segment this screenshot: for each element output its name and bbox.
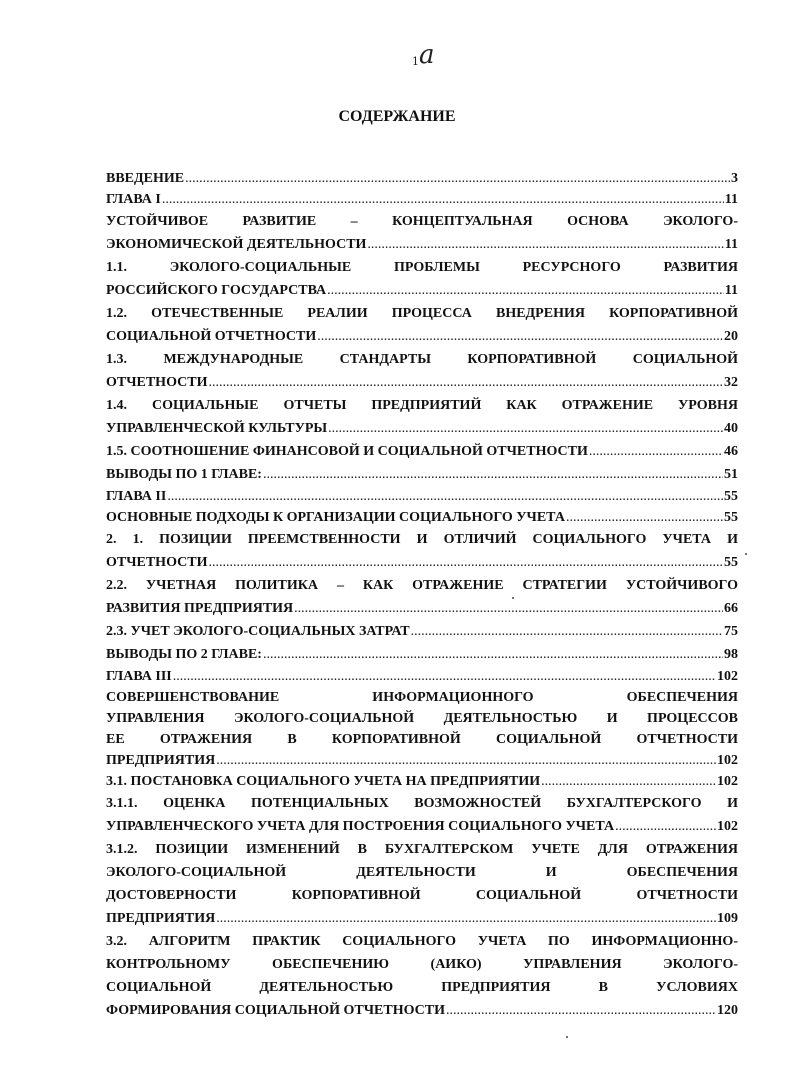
toc-page-number: 109 [717,911,738,926]
toc-entry[interactable] [106,666,738,687]
toc-entry-text: ПРЕДПРИЯТИЯ [106,911,216,926]
dot-leader [294,597,723,620]
scan-speck [512,597,514,599]
toc-entry-text: 2.3. УЧЕТ ЭКОЛОГО-СОЦИАЛЬНЫХ ЗАТРАТ [106,624,410,639]
toc-page-number: 102 [717,774,738,789]
toc-entry-text: 1.2. ОТЕЧЕСТВЕННЫЕ РЕАЛИИ ПРОЦЕССА ВНЕДРЕНИЯ КОРПОРАТИВНОЙ [106,306,738,321]
toc-entry[interactable] [106,486,738,507]
toc-page-number: 55 [724,489,738,504]
toc-entry-text: ВЫВОДЫ ПО 2 ГЛАВЕ: [106,647,262,662]
dot-leader [263,643,723,666]
dot-leader [216,907,716,930]
toc-entry-text: 2. 1. ПОЗИЦИИ ПРЕЕМСТВЕННОСТИ И ОТЛИЧИЙ СОЦИАЛЬНОГО УЧЕТА И [106,532,738,547]
toc-page-number: 55 [724,555,738,570]
dot-leader [541,771,716,792]
toc-entry[interactable] [106,348,738,394]
dot-leader [263,463,723,486]
toc-entry-text: СОЦИАЛЬНОЙ ДЕЯТЕЛЬНОСТЬЮ ПРЕДПРИЯТИЯ В УСЛОВИЯХ [106,980,738,995]
dot-leader [208,551,723,574]
toc-page-number: 66 [724,601,738,616]
table-of-contents [106,168,738,1022]
dot-leader [216,750,716,771]
toc-entry-text: КОНТРОЛЬНОМУ ОБЕСПЕЧЕНИЮ (АИКО) УПРАВЛЕНИЯ ЭКОЛОГО- [106,957,738,972]
toc-page-number: 98 [724,647,738,662]
toc-entry-text: УПРАВЛЕНЧЕСКОЙ КУЛЬТУРЫ [106,421,328,436]
toc-page-number: 20 [724,329,738,344]
toc-entry-text: ОТЧЕТНОСТИ [106,375,208,390]
toc-page-number: 75 [724,624,738,639]
toc-entry[interactable] [106,394,738,440]
toc-entry-text: ЕЕ ОТРАЖЕНИЯ В КОРПОРАТИВНОЙ СОЦИАЛЬНОЙ ОТЧЕТНОСТИ [106,732,738,747]
toc-entry[interactable] [106,838,738,930]
toc-entry-text: 1.3. МЕЖДУНАРОДНЫЕ СТАНДАРТЫ КОРПОРАТИВНОЙ СОЦИАЛЬНОЙ [106,352,738,367]
dot-leader [185,168,730,189]
toc-entry-text: ОСНОВНЫЕ ПОДХОДЫ К ОРГАНИЗАЦИИ СОЦИАЛЬНОГО УЧЕТА [106,510,565,525]
toc-entry-text: ГЛАВА II [106,489,167,504]
toc-page-number: 11 [724,192,738,207]
dot-leader [615,815,716,838]
toc-entry-text: СОВЕРШЕНСТВОВАНИЕ ИНФОРМАЦИОННОГО ОБЕСПЕЧЕНИЯ [106,690,738,705]
toc-entry-text: 1.4. СОЦИАЛЬНЫЕ ОТЧЕТЫ ПРЕДПРИЯТИЙ КАК ОТРАЖЕНИЕ УРОВНЯ [106,398,738,413]
toc-entry-text: 3.1.1. ОЦЕНКА ПОТЕНЦИАЛЬНЫХ ВОЗМОЖНОСТЕЙ БУХГАЛТЕРСКОГО И [106,796,738,811]
toc-entry-text: 1.1. ЭКОЛОГО-СОЦИАЛЬНЫЕ ПРОБЛЕМЫ РЕСУРСНОГО РАЗВИТИЯ [106,260,738,275]
toc-entry-text: 2.2. УЧЕТНАЯ ПОЛИТИКА – КАК ОТРАЖЕНИЕ СТРАТЕГИИ УСТОЙЧИВОГО [106,578,738,593]
toc-page-number: 3 [731,171,738,186]
toc-entry-text: ФОРМИРОВАНИЯ СОЦИАЛЬНОЙ ОТЧЕТНОСТИ [106,1003,446,1018]
toc-entry-text: ВВЕДЕНИЕ [106,171,185,186]
toc-page-number: 46 [724,444,738,459]
toc-entry-text: УПРАВЛЕНИЯ ЭКОЛОГО-СОЦИАЛЬНОЙ ДЕЯТЕЛЬНОСТЬЮ И ПРОЦЕССОВ [106,711,738,726]
toc-page-number: 102 [717,819,738,834]
toc-entry-text: ЭКОЛОГО-СОЦИАЛЬНОЙ ДЕЯТЕЛЬНОСТИ И ОБЕСПЕЧЕНИЯ [106,865,738,880]
scan-speck [745,553,747,555]
toc-page-number: 51 [724,467,738,482]
toc-entry-text: 3.1. ПОСТАНОВКА СОЦИАЛЬНОГО УЧЕТА НА ПРЕДПРИЯТИИ [106,774,541,789]
toc-page-number: 102 [717,753,738,768]
toc-entry[interactable] [106,771,738,792]
dot-leader [208,371,723,394]
scan-speck [566,1036,568,1038]
toc-entry[interactable] [106,687,738,771]
handwritten-page-mark: 1a [412,40,434,70]
toc-page-number: 40 [724,421,738,436]
toc-entry-text: УСТОЙЧИВОЕ РАЗВИТИЕ – КОНЦЕПТУАЛЬНАЯ ОСНОВА ЭКОЛОГО- [106,214,738,229]
dot-leader [446,999,716,1022]
toc-page-number: 55 [724,510,738,525]
dot-leader [162,189,724,210]
toc-entry[interactable] [106,210,738,256]
toc-entry[interactable] [106,507,738,528]
toc-entry-text: 3.2. АЛГОРИТМ ПРАКТИК СОЦИАЛЬНОГО УЧЕТА ПО ИНФОРМАЦИОННО- [106,934,738,949]
dot-leader [173,666,716,687]
toc-entry[interactable] [106,168,738,189]
toc-entry-text: УПРАВЛЕНЧЕСКОГО УЧЕТА ДЛЯ ПОСТРОЕНИЯ СОЦИАЛЬНОГО УЧЕТА [106,819,615,834]
toc-entry[interactable] [106,574,738,620]
toc-entry[interactable] [106,440,738,463]
toc-entry[interactable] [106,930,738,1022]
toc-entry[interactable] [106,643,738,666]
dot-leader [566,507,723,528]
toc-entry-text: ГЛАВА I [106,192,161,207]
toc-entry-text: РАЗВИТИЯ ПРЕДПРИЯТИЯ [106,601,294,616]
toc-entry[interactable] [106,302,738,348]
toc-entry[interactable] [106,256,738,302]
dot-leader [317,325,723,348]
toc-entry[interactable] [106,620,738,643]
toc-entry[interactable] [106,528,738,574]
toc-entry-text: 1.5. СООТНОШЕНИЕ ФИНАНСОВОЙ И СОЦИАЛЬНОЙ ОТЧЕТНОСТИ [106,444,588,459]
dot-leader [367,233,723,256]
toc-page-number: 120 [717,1003,738,1018]
toc-entry-text: ДОСТОВЕРНОСТИ КОРПОРАТИВНОЙ СОЦИАЛЬНОЙ ОТЧЕТНОСТИ [106,888,738,903]
toc-entry-text: ГЛАВА III [106,669,172,684]
dot-leader [328,417,723,440]
toc-entry-text: ЭКОНОМИЧЕСКОЙ ДЕЯТЕЛЬНОСТИ [106,237,367,252]
toc-page-number: 11 [724,237,738,252]
dot-leader [327,279,724,302]
toc-page-number: 32 [724,375,738,390]
toc-entry-text: РОССИЙСКОГО ГОСУДАРСТВА [106,283,327,298]
toc-page-number: 11 [724,283,738,298]
dot-leader [589,440,723,463]
dot-leader [167,486,723,507]
toc-entry-text: 3.1.2. ПОЗИЦИИ ИЗМЕНЕНИЙ В БУХГАЛТЕРСКОМ УЧЕТЕ ДЛЯ ОТРАЖЕНИЯ [106,842,738,857]
toc-entry[interactable] [106,463,738,486]
toc-entry-text: СОЦИАЛЬНОЙ ОТЧЕТНОСТИ [106,329,317,344]
toc-page-number: 102 [717,669,738,684]
dot-leader [411,620,723,643]
toc-entry[interactable] [106,792,738,838]
toc-entry[interactable] [106,189,738,210]
toc-entry-text: ПРЕДПРИЯТИЯ [106,753,216,768]
page-title: СОДЕРЖАНИЕ [338,108,456,125]
toc-entry-text: ОТЧЕТНОСТИ [106,555,208,570]
toc-entry-text: ВЫВОДЫ ПО 1 ГЛАВЕ: [106,467,262,482]
